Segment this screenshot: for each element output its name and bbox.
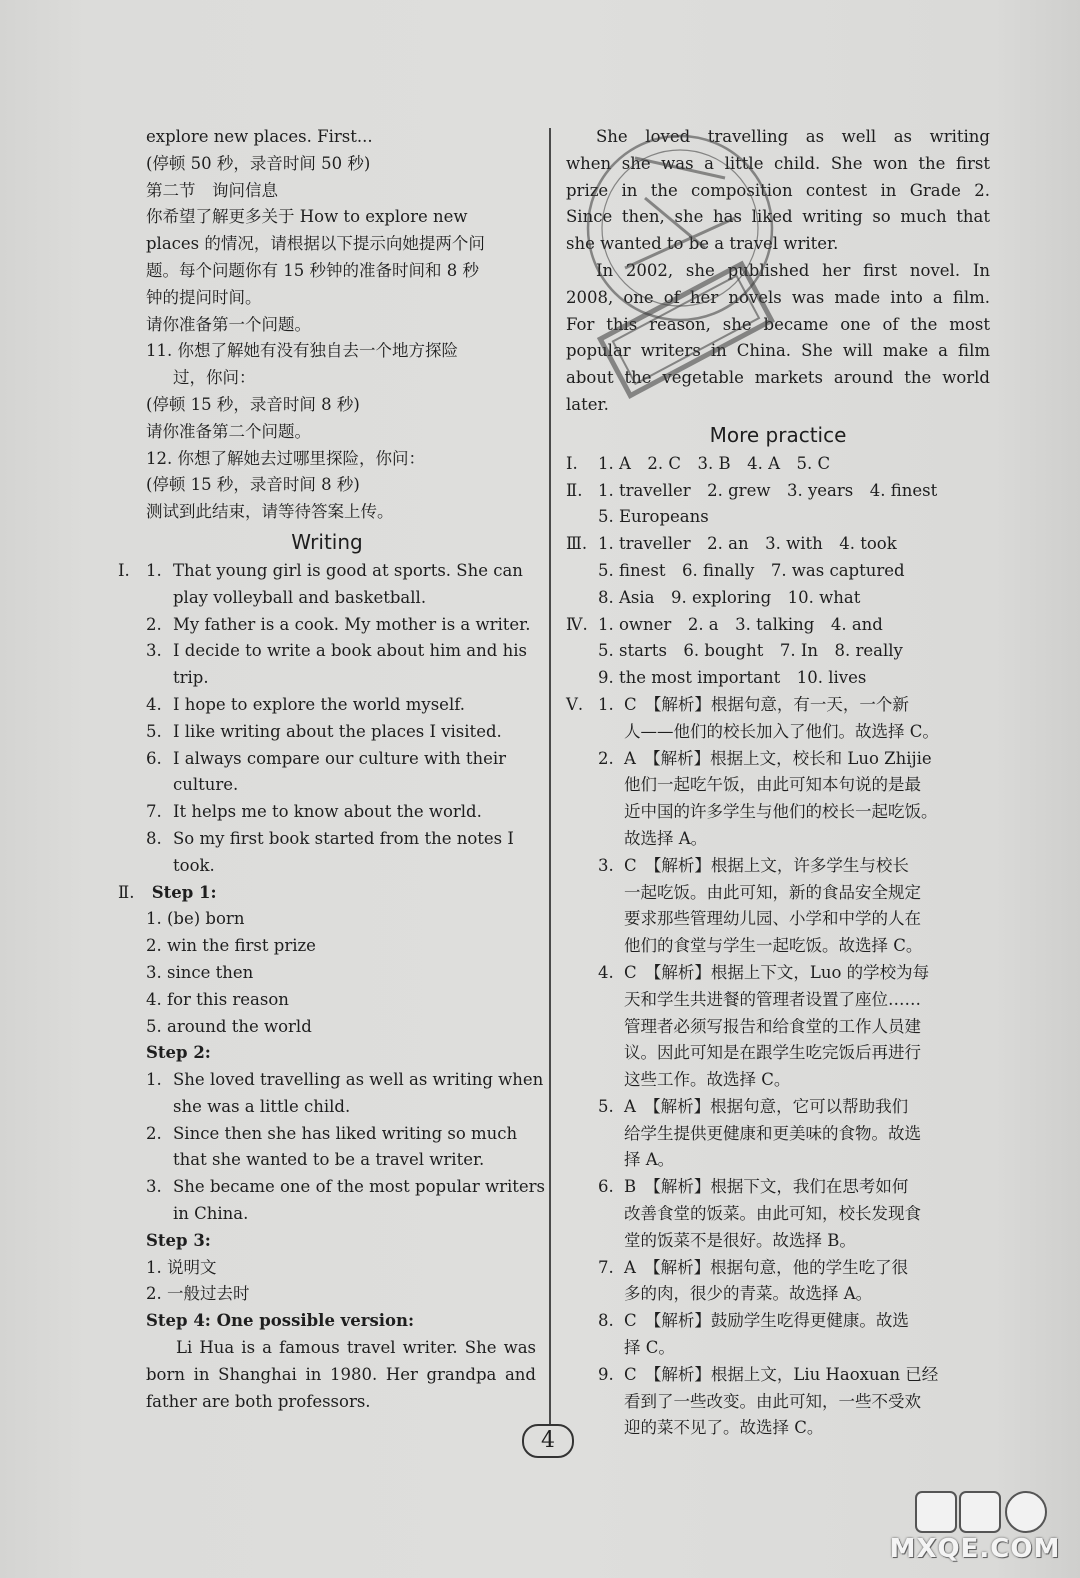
essay-line: father are both professors. <box>146 1391 371 1411</box>
analysis-text: 他们的食堂与学生一起吃饭。故选择 C。 <box>624 936 923 956</box>
item-number: 7. <box>598 1257 614 1277</box>
item-number: 8. <box>598 1311 614 1331</box>
item-text: I decide to write a book about him and his <box>173 641 527 661</box>
essay-line: In 2002, she published her first novel. In <box>596 260 990 280</box>
answer-text: 5. finest 6. finally 7. was captured <box>598 560 905 580</box>
analysis-row <box>566 933 990 960</box>
step-item: 4. for this reason <box>146 989 289 1009</box>
step-item: 5. around the world <box>146 1016 312 1036</box>
answer-row <box>566 612 990 639</box>
analysis-text: 堂的饭菜不是很好。故选择 B。 <box>624 1230 856 1250</box>
writing-item <box>118 558 536 585</box>
text-line: 第二节 询问信息 <box>146 180 278 200</box>
analysis-text: 人——他们的校长加入了他们。故选择 C。 <box>624 721 939 741</box>
answer-row <box>566 665 990 692</box>
answer-sections <box>566 451 990 692</box>
essay-line: about the vegetable markets around the world <box>566 368 990 388</box>
analysis-text: 要求那些管理幼儿园、小学和中学的人在 <box>624 909 921 929</box>
essay-line: popular writers in China. She will make a film <box>566 341 990 361</box>
text-line: 钟的提问时间。 <box>146 287 262 307</box>
step-item: 1. 说明文 <box>146 1257 217 1277</box>
writing-heading: Writing <box>291 529 363 554</box>
item-number: 7. <box>146 802 162 822</box>
answer-text: 8. Asia 9. exploring 10. what <box>598 587 861 607</box>
analysis-row <box>566 772 990 799</box>
watermark-logo <box>880 1488 1070 1570</box>
answer-row <box>566 531 990 558</box>
analysis-text: 迎的菜不见了。故选择 C。 <box>624 1418 824 1438</box>
essay-line: when she was a little child. She won the first <box>566 153 990 173</box>
step-item <box>118 1174 546 1201</box>
text-line: explore new places. First... <box>146 127 373 146</box>
analysis-row <box>566 1014 990 1041</box>
analysis-row <box>566 880 990 907</box>
text-line: 请你准备第一个问题。 <box>146 314 311 334</box>
analysis-text: 近中国的许多学生与他们的校长一起吃饭。 <box>624 802 938 822</box>
step-label: Step 4: One possible version: <box>146 1311 415 1331</box>
analysis-row <box>566 1201 990 1228</box>
analysis-text: 议。因此可知是在跟学生吃完饭后再进行 <box>624 1043 921 1063</box>
item-text: I hope to explore the world myself. <box>173 694 465 714</box>
item-text: in China. <box>173 1204 249 1224</box>
text-line: 题。每个问题你有 15 秒钟的准备时间和 8 秒 <box>146 260 479 280</box>
analysis-row <box>566 1415 990 1442</box>
analysis-text: B 【解析】根据下文，我们在思考如何 <box>624 1177 909 1197</box>
item-text: I always compare our culture with their <box>173 748 507 768</box>
analysis-row <box>566 960 990 987</box>
step-label: Step 1: <box>151 882 217 902</box>
step-2-list <box>118 1067 546 1228</box>
analysis-text: 择 A。 <box>624 1150 675 1170</box>
analysis-text: 给学生提供更健康和更美味的食物。故选 <box>624 1123 921 1143</box>
answer-text: 5. Europeans <box>598 507 709 527</box>
item-text: play volleyball and basketball. <box>173 587 427 607</box>
analysis-row <box>566 799 990 826</box>
item-number: 9. <box>598 1364 614 1384</box>
left-column <box>118 124 546 1415</box>
analysis-row <box>566 1362 990 1389</box>
page-number: 4 <box>522 1424 574 1458</box>
step-item: 3. since then <box>146 962 254 982</box>
item-text: took. <box>173 855 215 875</box>
analysis-row <box>566 853 990 880</box>
essay-line: she wanted to be a travel writer. <box>566 234 839 254</box>
section-marker: Ⅴ. <box>566 694 584 714</box>
analysis-text: C 【解析】根据上文，许多学生与校长 <box>624 855 909 875</box>
item-number: 4. <box>146 694 162 714</box>
answer-row <box>566 451 990 478</box>
item-text: So my first book started from the notes I <box>173 828 514 848</box>
step-item <box>118 1094 536 1121</box>
step-item <box>118 1147 536 1174</box>
item-text: My father is a cook. My mother is a writer. <box>173 614 531 634</box>
item-number: 3. <box>598 855 614 875</box>
writing-item <box>118 799 536 826</box>
step-1-list <box>118 906 536 1040</box>
analysis-row <box>566 1067 990 1094</box>
watermark-glyph <box>880 1488 1070 1538</box>
text-line: places 的情况，请根据以下提示向她提两个问 <box>146 234 485 254</box>
analysis-row <box>566 1094 990 1121</box>
writing-item <box>118 853 536 880</box>
analysis-row <box>566 692 990 719</box>
step-item <box>118 1121 536 1148</box>
analysis-text: 这些工作。故选择 C。 <box>624 1070 791 1090</box>
watermark-text: MXQE.COM <box>889 1534 1061 1564</box>
text-line: (停顿 50 秒，录音时间 50 秒) <box>146 153 371 173</box>
essay-right <box>566 124 990 419</box>
analysis-text: 择 C。 <box>624 1338 675 1358</box>
analysis-row <box>566 1040 990 1067</box>
column-divider <box>549 128 551 1424</box>
analysis-text: 多的肉，很少的青菜。故选择 A。 <box>624 1284 873 1304</box>
analysis-text: 改善食堂的饭菜。由此可知，校长发现食 <box>624 1204 921 1224</box>
more-practice-heading: More practice <box>709 422 847 447</box>
writing-item <box>118 612 536 639</box>
item-text: culture. <box>173 775 239 795</box>
essay-left <box>118 1335 536 1415</box>
step-label: Step 3: <box>146 1230 211 1250</box>
item-text: trip. <box>173 668 209 688</box>
writing-item <box>118 692 536 719</box>
essay-line: 2008, one of her novels was made into a film. <box>566 287 990 307</box>
analysis-row <box>566 1174 990 1201</box>
pause-note: (停顿 15 秒，录音时间 8 秒) <box>146 475 360 495</box>
analysis-row <box>566 746 990 773</box>
item-number: 6. <box>146 748 162 768</box>
item-number: 2. <box>146 614 162 634</box>
section-marker: Ⅰ. <box>566 453 578 473</box>
essay-line: She loved travelling as well as writing <box>596 127 990 146</box>
analysis-text: 故选择 A。 <box>624 828 708 848</box>
item-number: 3. <box>146 641 162 661</box>
analysis-row <box>566 1308 990 1335</box>
item-number: 1. <box>146 1070 162 1090</box>
analysis-row <box>566 1228 990 1255</box>
analysis-row <box>566 826 990 853</box>
answer-text: 1. owner 2. a 3. talking 4. and <box>598 614 883 634</box>
essay-line: prize in the composition contest in Grade 2. <box>566 180 990 200</box>
answer-row <box>566 558 990 585</box>
essay-line: Since then, she has liked writing so much that <box>566 207 990 227</box>
prep-note: 请你准备第二个问题。 <box>146 421 311 441</box>
analysis-text: C 【解析】根据上下文，Luo 的学校为每 <box>624 962 930 982</box>
writing-section-1 <box>118 558 536 880</box>
item-text: I like writing about the places I visited. <box>173 721 502 741</box>
item-number: 5. <box>146 721 162 741</box>
writing-item <box>118 746 536 773</box>
answer-row <box>566 638 990 665</box>
writing-item <box>118 585 536 612</box>
step-item: 2. 一般过去时 <box>146 1284 250 1304</box>
answer-row <box>566 585 990 612</box>
analysis-text: 看到了一些改变。由此可知，一些不受欢 <box>624 1391 921 1411</box>
pause-note: (停顿 15 秒，录音时间 8 秒) <box>146 394 360 414</box>
item-number: 1. <box>598 694 614 714</box>
step-label: Step 2: <box>146 1043 211 1063</box>
analysis-row <box>566 1255 990 1282</box>
item-text: that she wanted to be a travel writer. <box>173 1150 485 1170</box>
item-number: 2. <box>598 748 614 768</box>
text-line: 你希望了解更多关于 How to explore new <box>146 207 468 227</box>
analysis-row <box>566 1335 990 1362</box>
item-number: 2. <box>146 1123 162 1143</box>
question-11: 11. 你想了解她有没有独自去一个地方探险 <box>146 341 458 361</box>
answer-row <box>566 478 990 505</box>
section-marker: Ⅳ. <box>566 614 588 634</box>
analysis-text: 一起吃饭。由此可知，新的食品安全规定 <box>624 882 921 902</box>
essay-line: For this reason, she became one of the most <box>566 314 990 334</box>
step-3-list <box>118 1255 536 1309</box>
item-number: 8. <box>146 828 162 848</box>
item-number: 1. <box>146 560 162 580</box>
analysis-text: C 【解析】鼓励学生吃得更健康。故选 <box>624 1311 909 1331</box>
item-text: She loved travelling as well as writing when <box>173 1070 544 1090</box>
step-item <box>118 1201 536 1228</box>
writing-section-2-header <box>118 880 536 907</box>
answer-text: 1. traveller 2. grew 3. years 4. finest <box>598 480 938 500</box>
analysis-row <box>566 906 990 933</box>
essay-line: born in Shanghai in 1980. Her grandpa and <box>146 1364 536 1384</box>
section-marker: Ⅰ. <box>118 560 130 580</box>
question-12: 12. 你想了解她去过哪里探险，你问： <box>146 448 425 468</box>
essay-line: Li Hua is a famous travel writer. She was <box>176 1338 536 1358</box>
step-item <box>118 1067 544 1094</box>
analysis-row <box>566 1147 990 1174</box>
analysis-text: A 【解析】根据句意，它可以帮助我们 <box>624 1096 909 1116</box>
step-item: 2. win the first prize <box>146 936 316 956</box>
analysis-text: C 【解析】根据句意，有一天，一个新 <box>624 694 909 714</box>
item-text: It helps me to know about the world. <box>173 802 482 822</box>
analysis-row <box>566 719 990 746</box>
section-marker: Ⅱ. <box>118 882 135 902</box>
writing-item <box>118 719 536 746</box>
essay-line: later. <box>566 394 609 414</box>
answer-row <box>566 504 990 531</box>
answer-text: 9. the most important 10. lives <box>598 668 867 688</box>
answer-text: 5. starts 6. bought 7. In 8. really <box>598 641 903 661</box>
end-note: 测试到此结束，请等待答案上传。 <box>146 502 394 522</box>
analysis-text: 天和学生共进餐的管理者设置了座位…… <box>624 989 921 1009</box>
section-marker: Ⅲ. <box>566 534 588 554</box>
item-text: She became one of the most popular writers <box>173 1177 546 1197</box>
item-text: she was a little child. <box>173 1096 351 1116</box>
analysis-text: A 【解析】根据句意，他的学生吃了很 <box>624 1257 909 1277</box>
analysis-text: 他们一起吃午饭，由此可知本句说的是最 <box>624 775 921 795</box>
analysis-text: 管理者必须写报告和给食堂的工作人员建 <box>624 1016 921 1036</box>
analysis-text: A 【解析】根据上文，校长和 Luo Zhijie <box>624 748 932 768</box>
right-column <box>566 124 990 1442</box>
writing-item <box>118 665 536 692</box>
question-11-cont: 过，你问： <box>173 368 256 388</box>
item-number: 4. <box>598 962 614 982</box>
answer-text: 1. A 2. C 3. B 4. A 5. C <box>598 453 831 473</box>
analysis-row <box>566 1121 990 1148</box>
item-number: 5. <box>598 1096 614 1116</box>
step-item: 1. (be) born <box>146 909 245 929</box>
item-number: 6. <box>598 1177 614 1197</box>
writing-item <box>118 772 536 799</box>
section-marker: Ⅱ. <box>566 480 583 500</box>
writing-item <box>118 638 536 665</box>
item-text: Since then she has liked writing so much <box>173 1123 518 1143</box>
analysis-row <box>566 1389 990 1416</box>
item-number: 3. <box>146 1177 162 1197</box>
section-5 <box>566 692 990 1442</box>
answer-text: 1. traveller 2. an 3. with 4. took <box>598 534 897 554</box>
writing-item <box>118 826 536 853</box>
analysis-row <box>566 1281 990 1308</box>
item-text: That young girl is good at sports. She can <box>173 560 523 580</box>
analysis-text: C 【解析】根据上文，Liu Haoxuan 已经 <box>624 1364 939 1384</box>
analysis-row <box>566 987 990 1014</box>
